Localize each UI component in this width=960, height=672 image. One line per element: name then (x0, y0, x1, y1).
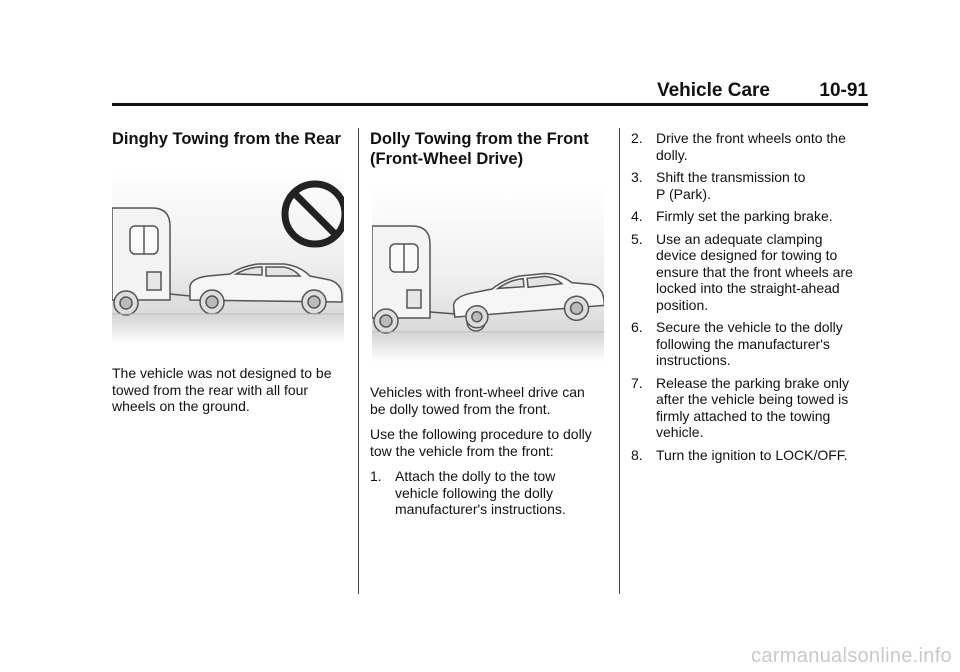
step-number: 8. (631, 446, 643, 463)
step-line: Secure the vehicle to the dolly (656, 319, 843, 335)
section-title: Vehicle Care (656, 80, 770, 101)
step-line: locked into the straight-ahead (656, 280, 840, 296)
step-line: manufacturer's instructions. (395, 501, 566, 517)
step-line: Shift the transmission to (656, 169, 806, 185)
step-item (370, 468, 610, 518)
step-line: after the vehicle being towed is (656, 391, 849, 407)
procedure-steps-middle (370, 468, 610, 518)
left-body-line: The vehicle was not designed to be (112, 365, 332, 381)
running-header (112, 80, 868, 102)
left-column (112, 129, 352, 149)
middle-heading-line: Dolly Towing from the Front (370, 130, 589, 148)
step-item (631, 169, 871, 202)
middle-heading-line: (Front-Wheel Drive) (370, 150, 524, 168)
right-column (631, 130, 871, 469)
step-line: Turn the ignition to LOCK/OFF. (656, 446, 848, 463)
step-number: 5. (631, 230, 643, 247)
page-number: 10-91 (819, 80, 868, 101)
step-item (631, 231, 871, 314)
step-number: 4. (631, 208, 643, 224)
header-rule (112, 103, 868, 106)
middle-para2-line: Use the following procedure to dolly (370, 426, 592, 442)
left-body-line: wheels on the ground. (112, 398, 250, 414)
dolly-towing-illustration (372, 186, 604, 367)
column-divider-right (619, 128, 620, 594)
step-item (631, 375, 871, 441)
step-line: P (Park). (656, 185, 711, 202)
step-line: vehicle. (656, 424, 704, 440)
step-line: Attach the dolly to the tow (395, 468, 556, 484)
step-line: dolly. (656, 146, 688, 163)
step-number: 7. (631, 374, 643, 391)
step-number: 3. (631, 169, 643, 185)
step-line: firmly attached to the towing (656, 407, 831, 424)
step-number: 2. (631, 130, 643, 146)
step-line: Drive the front wheels onto the (656, 130, 846, 146)
middle-para1-line: Vehicles with front-wheel drive can (370, 384, 585, 400)
step-line: following the manufacturer's (656, 335, 830, 352)
step-line: ensure that the front wheels are (656, 263, 853, 280)
watermark[interactable]: carmanualsonline.info (751, 645, 952, 667)
middle-para1-line: be dolly towed from the front. (370, 400, 551, 417)
left-body-line: towed from the rear with all four (112, 381, 309, 398)
step-item (631, 208, 871, 225)
middle-para2-line: tow the vehicle from the front: (370, 442, 554, 459)
step-item (631, 447, 871, 464)
procedure-steps-right (631, 130, 871, 463)
middle-body (370, 384, 610, 524)
left-body (112, 365, 352, 415)
step-line: device designed for towing to (656, 247, 838, 263)
column-divider-left (358, 128, 359, 594)
step-number: 6. (631, 319, 643, 335)
step-line: position. (656, 296, 709, 313)
step-line: Firmly set the parking brake. (656, 208, 833, 224)
dinghy-towing-illustration (112, 168, 344, 349)
middle-heading-block (370, 129, 610, 169)
step-item (631, 319, 871, 369)
step-item (631, 130, 871, 163)
step-line: instructions. (656, 352, 731, 368)
step-number: 1. (370, 468, 382, 484)
left-heading: Dinghy Towing from the Rear (112, 130, 341, 148)
step-line: Use an adequate clamping (656, 230, 823, 247)
step-line: vehicle following the dolly (395, 484, 553, 501)
step-line: Release the parking brake only (656, 374, 850, 391)
